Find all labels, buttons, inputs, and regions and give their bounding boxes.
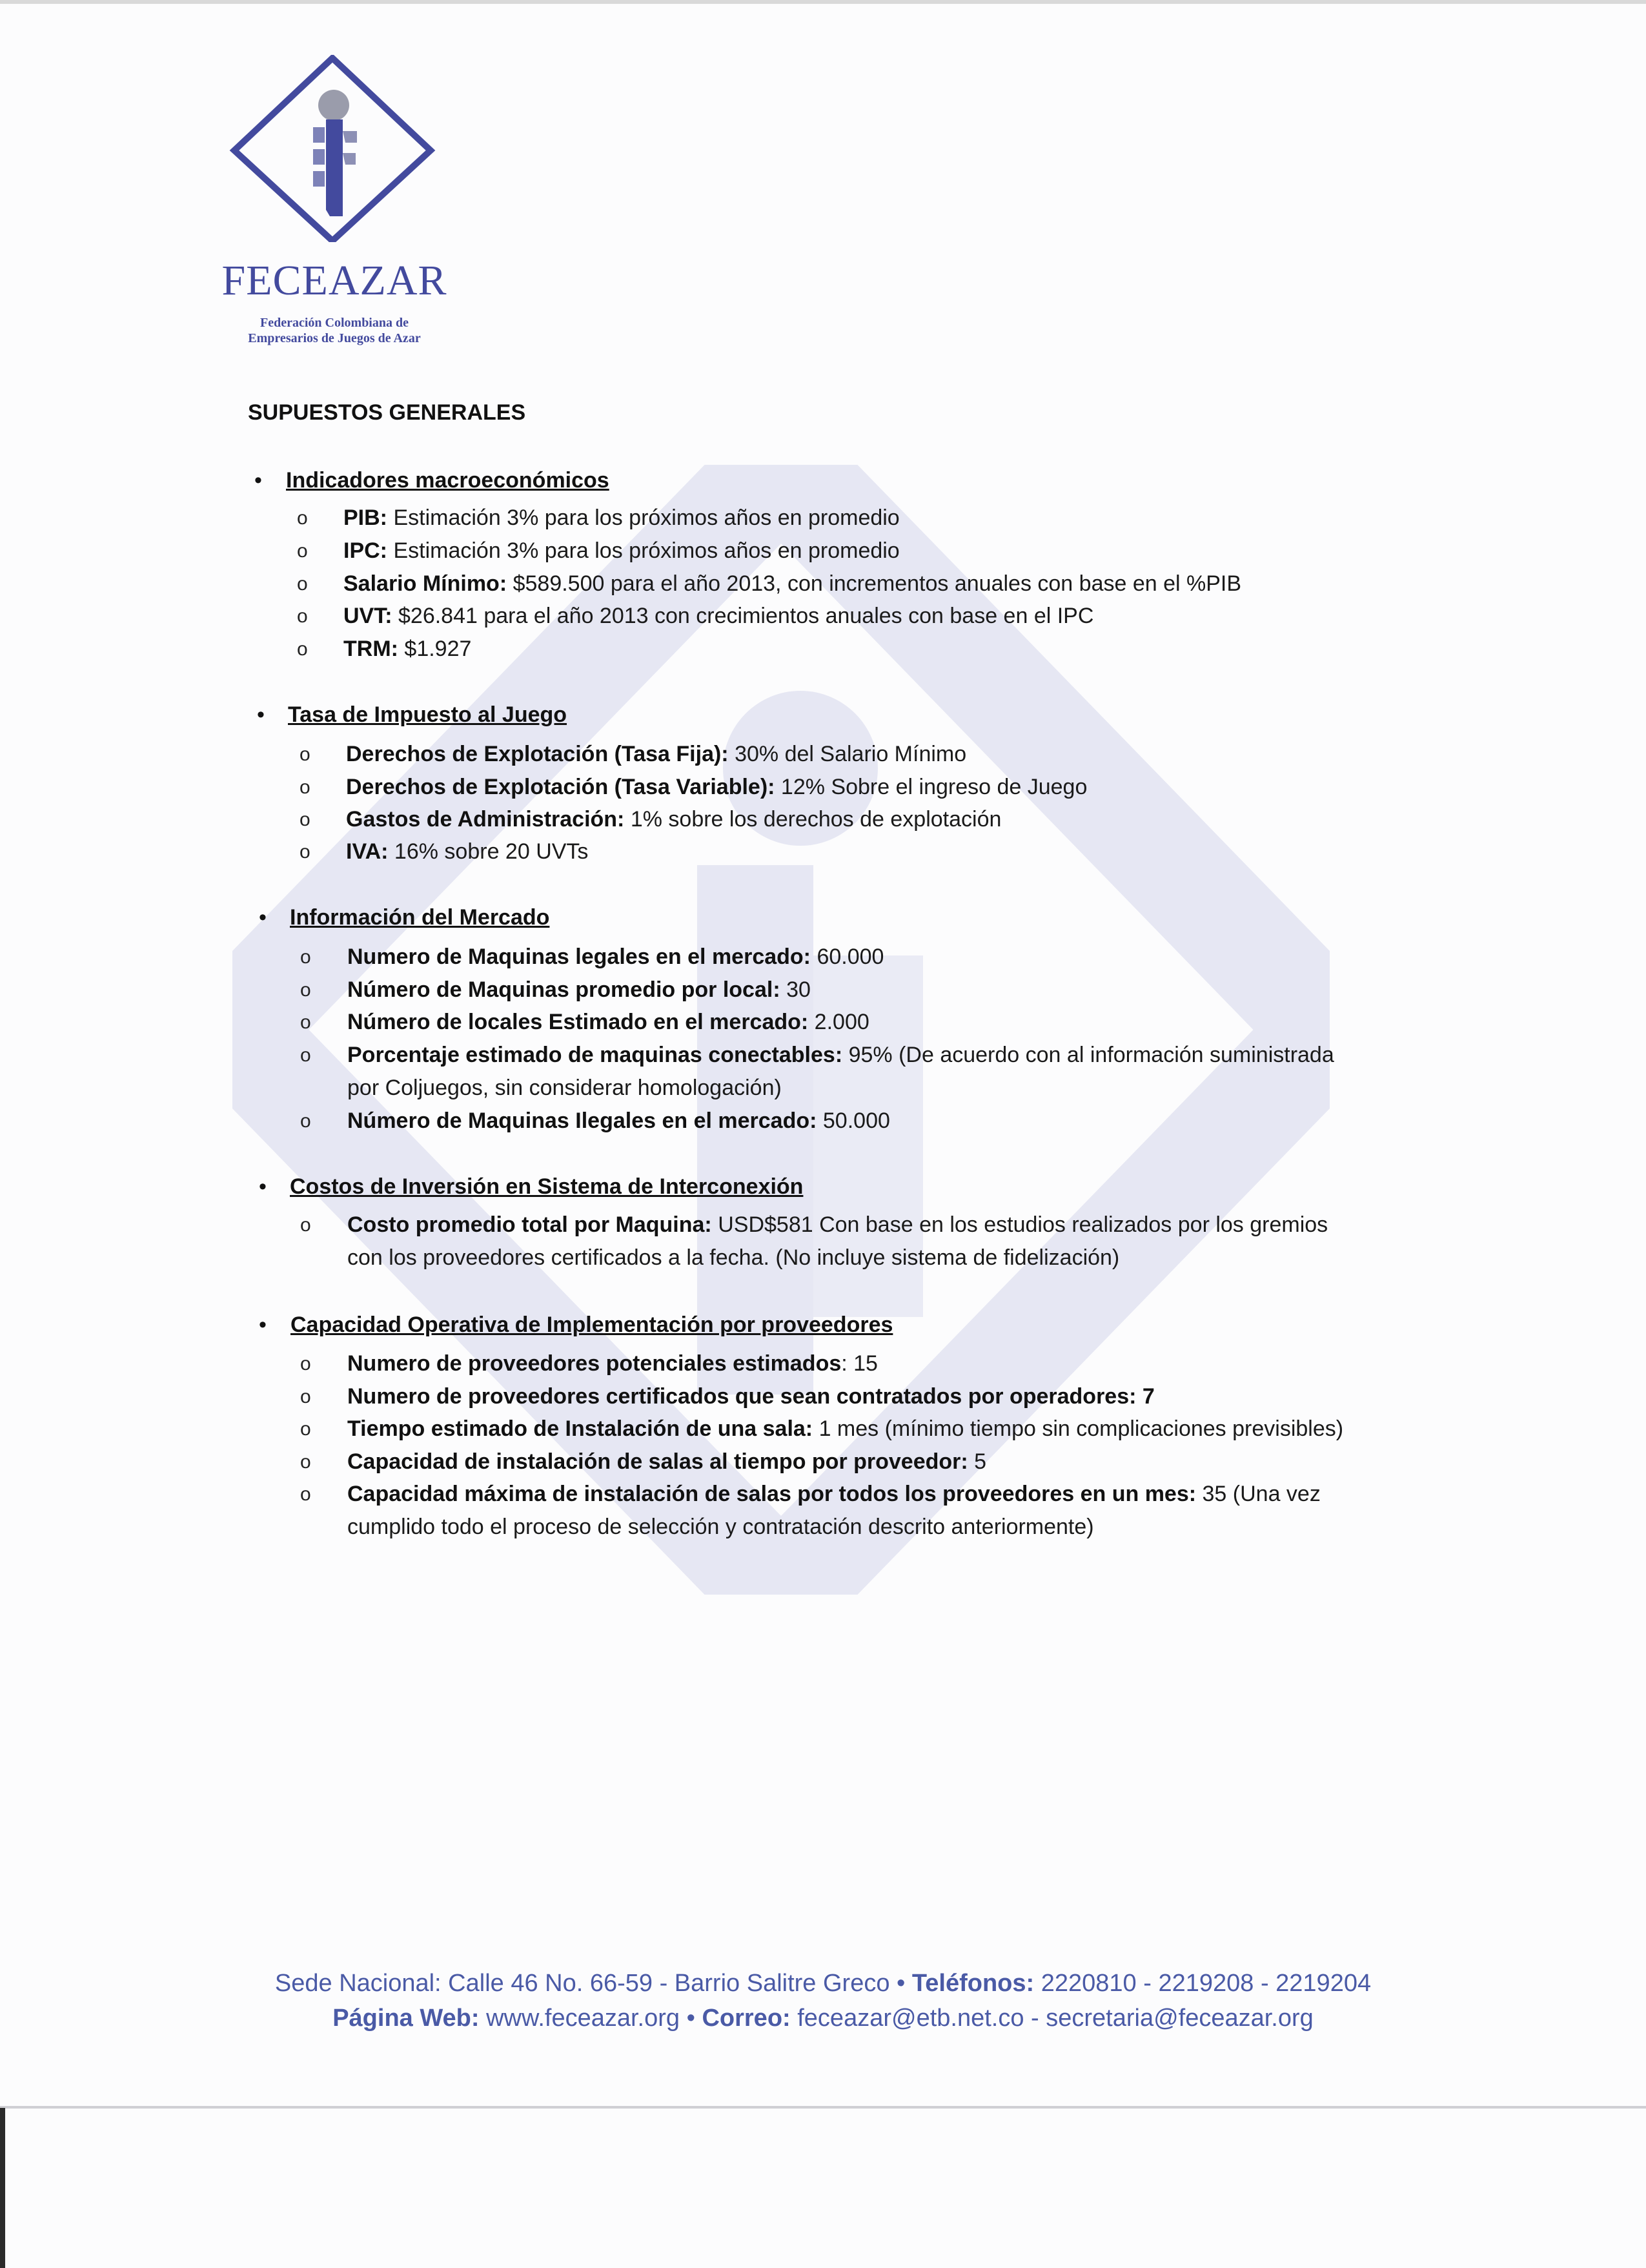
item-label: Gastos de Administración:: [346, 807, 625, 832]
circle-bullet-icon: o: [300, 744, 310, 765]
item-text: 95% (De acuerdo con al información suministrada: [842, 1043, 1334, 1067]
item-label: UVT:: [343, 604, 392, 628]
item-label: Número de locales Estimado en el mercado:: [347, 1010, 809, 1034]
footer-contact-line: [0, 2001, 1646, 2036]
page-bottom-edge: [0, 2106, 1646, 2109]
item-label: PIB:: [343, 506, 387, 530]
page-top-edge: [0, 0, 1646, 4]
item-text: 5: [968, 1449, 987, 1474]
item-text: Estimación 3% para los próximos años en promedio: [387, 538, 900, 563]
circle-bullet-icon: o: [297, 606, 308, 627]
footer-address-line: [0, 1966, 1646, 2001]
item-label: IVA:: [346, 839, 389, 864]
circle-bullet-icon: o: [300, 1214, 311, 1236]
scan-edge-mark: [0, 2108, 5, 2268]
item-text: 30% del Salario Mínimo: [728, 742, 967, 766]
item-label: Porcentaje estimado de maquinas conectables:: [347, 1043, 843, 1067]
feceazar-logo-icon: [229, 55, 436, 242]
bullet-icon: •: [257, 702, 265, 727]
brand-block: [218, 258, 451, 346]
item-label: Costo promedio total por Maquina:: [347, 1212, 712, 1237]
circle-bullet-icon: o: [300, 1353, 311, 1374]
footer-phones-label: Teléfonos:: [911, 1970, 1035, 1997]
item-label: Capacidad de instalación de salas al tiempo por proveedor:: [347, 1449, 968, 1474]
circle-bullet-icon: o: [297, 540, 308, 562]
item-text: 1% sobre los derechos de explotación: [624, 807, 1002, 832]
item-text: $1.927: [398, 637, 472, 661]
footer-email-label: Correo:: [702, 2005, 791, 2032]
circle-bullet-icon: o: [300, 809, 310, 830]
item-label: Derechos de Explotación (Tasa Variable):: [346, 775, 775, 799]
footer-web-link[interactable]: www.feceazar.org •: [479, 2005, 702, 2032]
circle-bullet-icon: o: [300, 1451, 311, 1473]
footer: [0, 1966, 1646, 2036]
circle-bullet-icon: o: [300, 1012, 311, 1033]
circle-bullet-icon: o: [300, 946, 311, 968]
circle-bullet-icon: o: [297, 507, 308, 529]
bullet-icon: •: [259, 1313, 267, 1337]
bullet-icon: •: [259, 1174, 267, 1199]
section-heading: Indicadores macroeconómicos: [286, 468, 609, 493]
circle-bullet-icon: o: [300, 777, 310, 798]
item-label: IPC:: [343, 538, 387, 563]
circle-bullet-icon: o: [300, 841, 310, 863]
item-text: Estimación 3% para los próximos años en promedio: [387, 506, 900, 530]
section-heading: Costos de Inversión en Sistema de Interconexión: [290, 1174, 804, 1199]
item-text-continuation: cumplido todo el proceso de selección y contratación descrito anteriormente): [347, 1515, 1094, 1539]
item-label: TRM:: [343, 637, 398, 661]
item-text: USD$581 Con base en los estudios realizados por los gremios: [711, 1212, 1328, 1237]
item-text: 35 (Una vez: [1196, 1482, 1321, 1506]
item-label: Numero de Maquinas legales en el mercado:: [347, 945, 811, 969]
circle-bullet-icon: o: [297, 639, 308, 660]
section-heading: Capacidad Operativa de Implementación por proveedores: [290, 1313, 893, 1337]
section-heading: Información del Mercado: [290, 905, 550, 930]
circle-bullet-icon: o: [297, 573, 308, 595]
item-text: 60.000: [811, 945, 884, 969]
item-text: : 15: [841, 1351, 878, 1376]
bullet-icon: •: [259, 905, 267, 930]
item-text: 2.000: [808, 1010, 869, 1034]
circle-bullet-icon: o: [300, 1386, 311, 1407]
footer-phones: 2220810 - 2219208 - 2219204: [1034, 1970, 1372, 1997]
item-text: 16% sobre 20 UVTs: [388, 839, 589, 864]
circle-bullet-icon: o: [300, 1418, 311, 1440]
item-text: 12% Sobre el ingreso de Juego: [775, 775, 1088, 799]
item-text: 1 mes (mínimo tiempo sin complicaciones previsibles): [813, 1416, 1344, 1441]
item-text: $26.841 para el año 2013 con crecimientos anuales con base en el IPC: [392, 604, 1094, 628]
item-label: Numero de proveedores certificados que sean contratados por operadores: 7: [347, 1384, 1155, 1409]
footer-web-label: Página Web:: [332, 2005, 480, 2032]
section-heading: Tasa de Impuesto al Juego: [288, 702, 567, 727]
item-label: Tiempo estimado de Instalación de una sala:: [347, 1416, 813, 1441]
item-text: 50.000: [817, 1108, 890, 1133]
item-label: Número de Maquinas promedio por local:: [347, 977, 780, 1002]
circle-bullet-icon: o: [300, 979, 311, 1001]
bullet-icon: •: [254, 468, 262, 493]
item-label: Numero de proveedores potenciales estimados: [347, 1351, 842, 1376]
item-text-continuation: por Coljuegos, sin considerar homologación): [347, 1076, 782, 1100]
item-label: Capacidad máxima de instalación de salas por todos los proveedores en un mes:: [347, 1482, 1197, 1506]
item-text-continuation: con los proveedores certificados a la fecha. (No incluye sistema de fidelización): [347, 1245, 1120, 1270]
footer-email-links[interactable]: feceazar@etb.net.co - secretaria@feceazar.org: [790, 2005, 1314, 2032]
circle-bullet-icon: o: [300, 1045, 311, 1066]
brand-subtitle-1: Federación Colombiana de: [260, 316, 409, 330]
item-label: Derechos de Explotación (Tasa Fija):: [346, 742, 729, 766]
document-title: SUPUESTOS GENERALES: [248, 400, 526, 425]
circle-bullet-icon: o: [300, 1110, 311, 1132]
item-text: 30: [780, 977, 811, 1002]
item-label: Salario Mínimo:: [343, 571, 507, 596]
brand-name: FECEAZAR: [221, 257, 447, 304]
brand-subtitle-2: Empresarios de Juegos de Azar: [248, 331, 421, 345]
item-text: $589.500 para el año 2013, con incrementos anuales con base en el %PIB: [507, 571, 1242, 596]
item-label: Número de Maquinas Ilegales en el mercado:: [347, 1108, 817, 1133]
footer-address: Sede Nacional: Calle 46 No. 66-59 - Barrio Salitre Greco •: [274, 1970, 912, 1997]
circle-bullet-icon: o: [300, 1484, 311, 1505]
